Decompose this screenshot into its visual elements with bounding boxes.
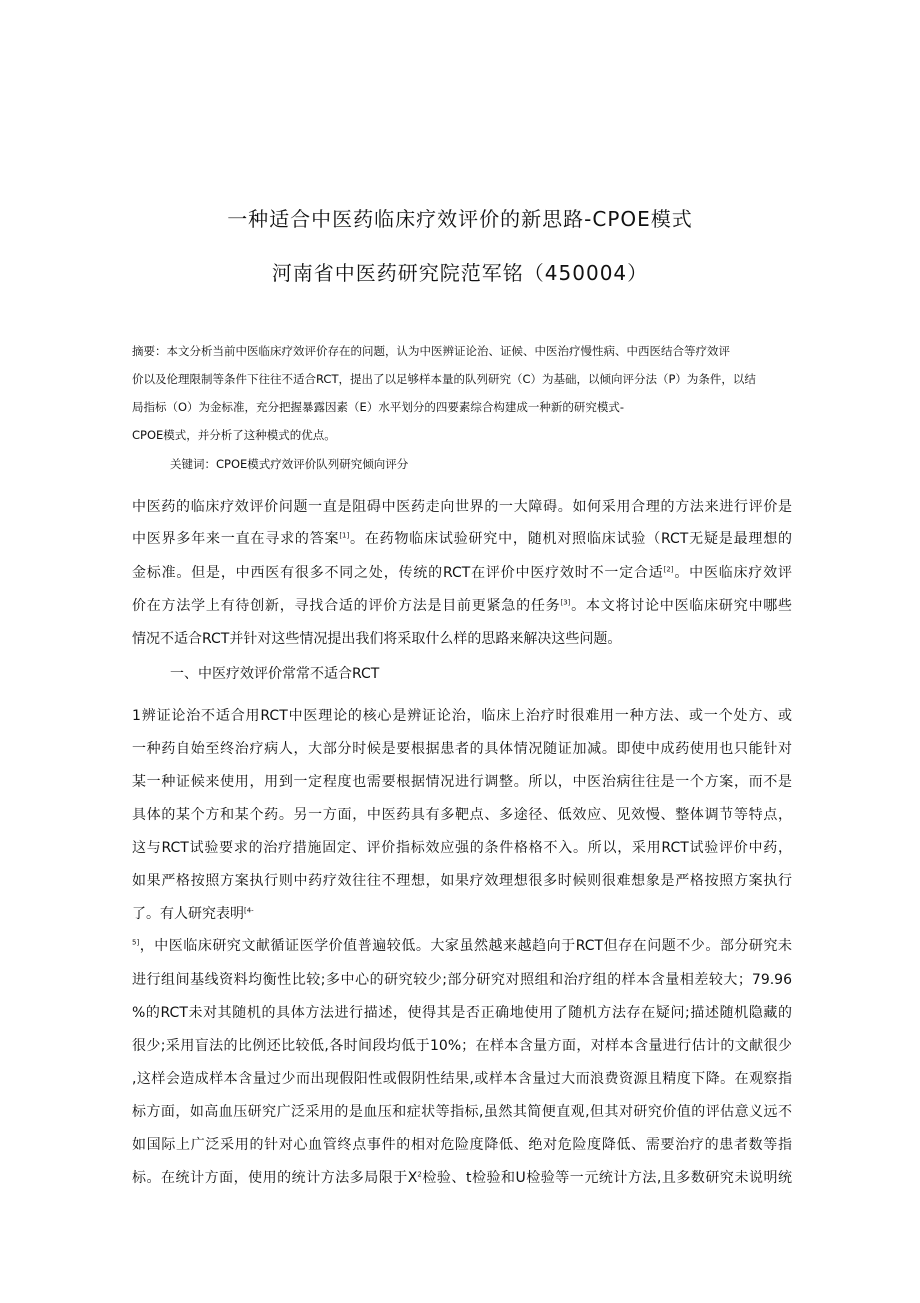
text-run: 金标准。但是，中西医有很多不同之处，传统的RCT在评价中医疗效时不一定合适 bbox=[132, 565, 664, 581]
text-run: 1辨证论治不适合用RCT中医理论的核心是辨证论治，临床上治疗时很难用一种方法、或一个处方、或 bbox=[132, 708, 792, 724]
text-run: 检验、t检验和U检验等一元统计方法,且多数研究未说明统 bbox=[421, 1170, 793, 1186]
text-run: 如果严格按照方案执行则中药疗效往往不理想，如果疗效理想很多时候则很难想象是严格按照方案执行 bbox=[132, 873, 792, 889]
abstract-line: 价以及伦理限制等条件下往往不适合RCT，提出了以足够样本量的队列研究（C）为基础，以倾向评分法（P）为条件，以结 bbox=[132, 372, 756, 386]
citation: [1] bbox=[339, 531, 350, 540]
text-run: 。中医临床疗效评 bbox=[673, 565, 793, 581]
body-line bbox=[132, 1101, 792, 1121]
citation: 5] bbox=[132, 938, 140, 947]
intro-line bbox=[132, 628, 792, 648]
citation: [2] bbox=[663, 565, 674, 574]
paper-title: 一种适合中医药临床疗效评价的新思路-CPOE模式 bbox=[227, 207, 693, 231]
citation: [3] bbox=[560, 598, 571, 607]
text-run: %的RCT未对其随机的具体方法进行描述，使得其是否正确地使用了随机方法存在疑问;描述随机隐藏的 bbox=[132, 1005, 792, 1021]
body-line bbox=[132, 837, 792, 857]
body-line bbox=[132, 1002, 792, 1022]
text-run: 某一种证候来使用，用到一定程度也需要根据情况进行调整。所以，中医治病往往是一个方案，而不是 bbox=[132, 774, 792, 790]
text-run: 如国际上广泛采用的针对心血管终点事件的相对危险度降低、绝对危险度降低、需要治疗的患者数等指 bbox=[132, 1137, 792, 1153]
body-line bbox=[132, 969, 792, 989]
body-line bbox=[132, 771, 792, 791]
text-run: 价在方法学上有待创新，寻找合适的评价方法是目前更紧急的任务 bbox=[132, 598, 561, 614]
text-run: 进行组间基线资料均衡性比较;多中心的研究较少;部分研究对照组和治疗组的样本含量相差较大；79.96 bbox=[132, 972, 792, 988]
abstract-line: 局指标（O）为金标准，充分把握暴露因素（E）水平划分的四要素综合构建成一种新的研究模式- bbox=[132, 400, 624, 414]
abstract-line: CPOE模式，并分析了这种模式的优点。 bbox=[132, 428, 336, 442]
text-run: 标。在统计方面，使用的统计方法多局限于X bbox=[132, 1170, 418, 1186]
text-run: 了。有人研究表明 bbox=[132, 906, 244, 922]
body-line bbox=[132, 1134, 792, 1154]
intro-line bbox=[132, 496, 792, 516]
text-run: 中医药的临床疗效评价问题一直是阻碍中医药走向世界的一大障碍。如何采用合理的方法来进行评价是 bbox=[132, 499, 792, 515]
abstract-line: 摘要：本文分析当前中医临床疗效评价存在的问题，认为中医辨证论治、证候、中医治疗慢性病、中西医结合等疗效评 bbox=[132, 344, 730, 358]
body-line bbox=[132, 804, 792, 824]
body-line bbox=[132, 870, 792, 890]
text-run: 具体的某个方和某个药。另一方面，中医药具有多靶点、多途径、低效应、见效慢、整体调节等特点， bbox=[132, 807, 792, 823]
body-line bbox=[132, 903, 792, 923]
intro-line bbox=[132, 595, 792, 615]
text-run: 很少;采用盲法的比例还比较低,各时间段均低于10%；在样本含量方面，对样本含量进行估计的文献很少 bbox=[132, 1038, 792, 1054]
body-line bbox=[132, 705, 792, 725]
intro-line bbox=[132, 528, 792, 548]
intro-line bbox=[132, 562, 792, 582]
text-run: 情况不适合RCT并针对这些情况提出我们将采取什么样的思路来解决这些问题。 bbox=[132, 631, 622, 647]
body-line bbox=[132, 1167, 792, 1187]
text-run: 。本文将讨论中医临床研究中哪些 bbox=[570, 598, 793, 614]
body-line bbox=[132, 738, 792, 758]
text-run: ，中医临床研究文献循证医学价值普遍较低。大家虽然越来越趋向于RCT但存在问题不少。部分研究未 bbox=[139, 938, 792, 954]
author-affiliation: 河南省中医药研究院范军铭（450004） bbox=[271, 261, 649, 285]
body-line bbox=[132, 1068, 792, 1088]
text-run: 标方面，如高血压研究广泛采用的是血压和症状等指标,虽然其简便直观,但其对研究价值的评估意义远不 bbox=[132, 1104, 792, 1120]
text-run: 。在药物临床试验研究中，随机对照临床试验（RCT无疑是最理想的 bbox=[349, 531, 793, 547]
keywords: 关键词：CPOE模式疗效评价队列研究倾向评分 bbox=[170, 457, 409, 471]
section-heading: 一、中医疗效评价常常不适合RCT bbox=[170, 666, 380, 682]
text-run: 一种药自始至终治疗病人，大部分时候是要根据患者的具体情况随证加减。即使中成药使用也只能针对 bbox=[132, 741, 792, 757]
body-line bbox=[132, 1035, 792, 1055]
text-run: 中医界多年来一直在寻求的答案 bbox=[132, 531, 340, 547]
superscript: 2 bbox=[417, 1170, 422, 1179]
text-run: 这与RCT试验要求的治疗措施固定、评价指标效应强的条件格格不入。所以，采用RCT试验评价中药， bbox=[132, 840, 792, 856]
citation: [4- bbox=[244, 906, 254, 915]
text-run: ,这样会造成样本含量过少而出现假阳性或假阴性结果,或样本含量过大而浪费资源且精度下降。在观察指 bbox=[132, 1071, 792, 1087]
body-line bbox=[132, 935, 792, 955]
